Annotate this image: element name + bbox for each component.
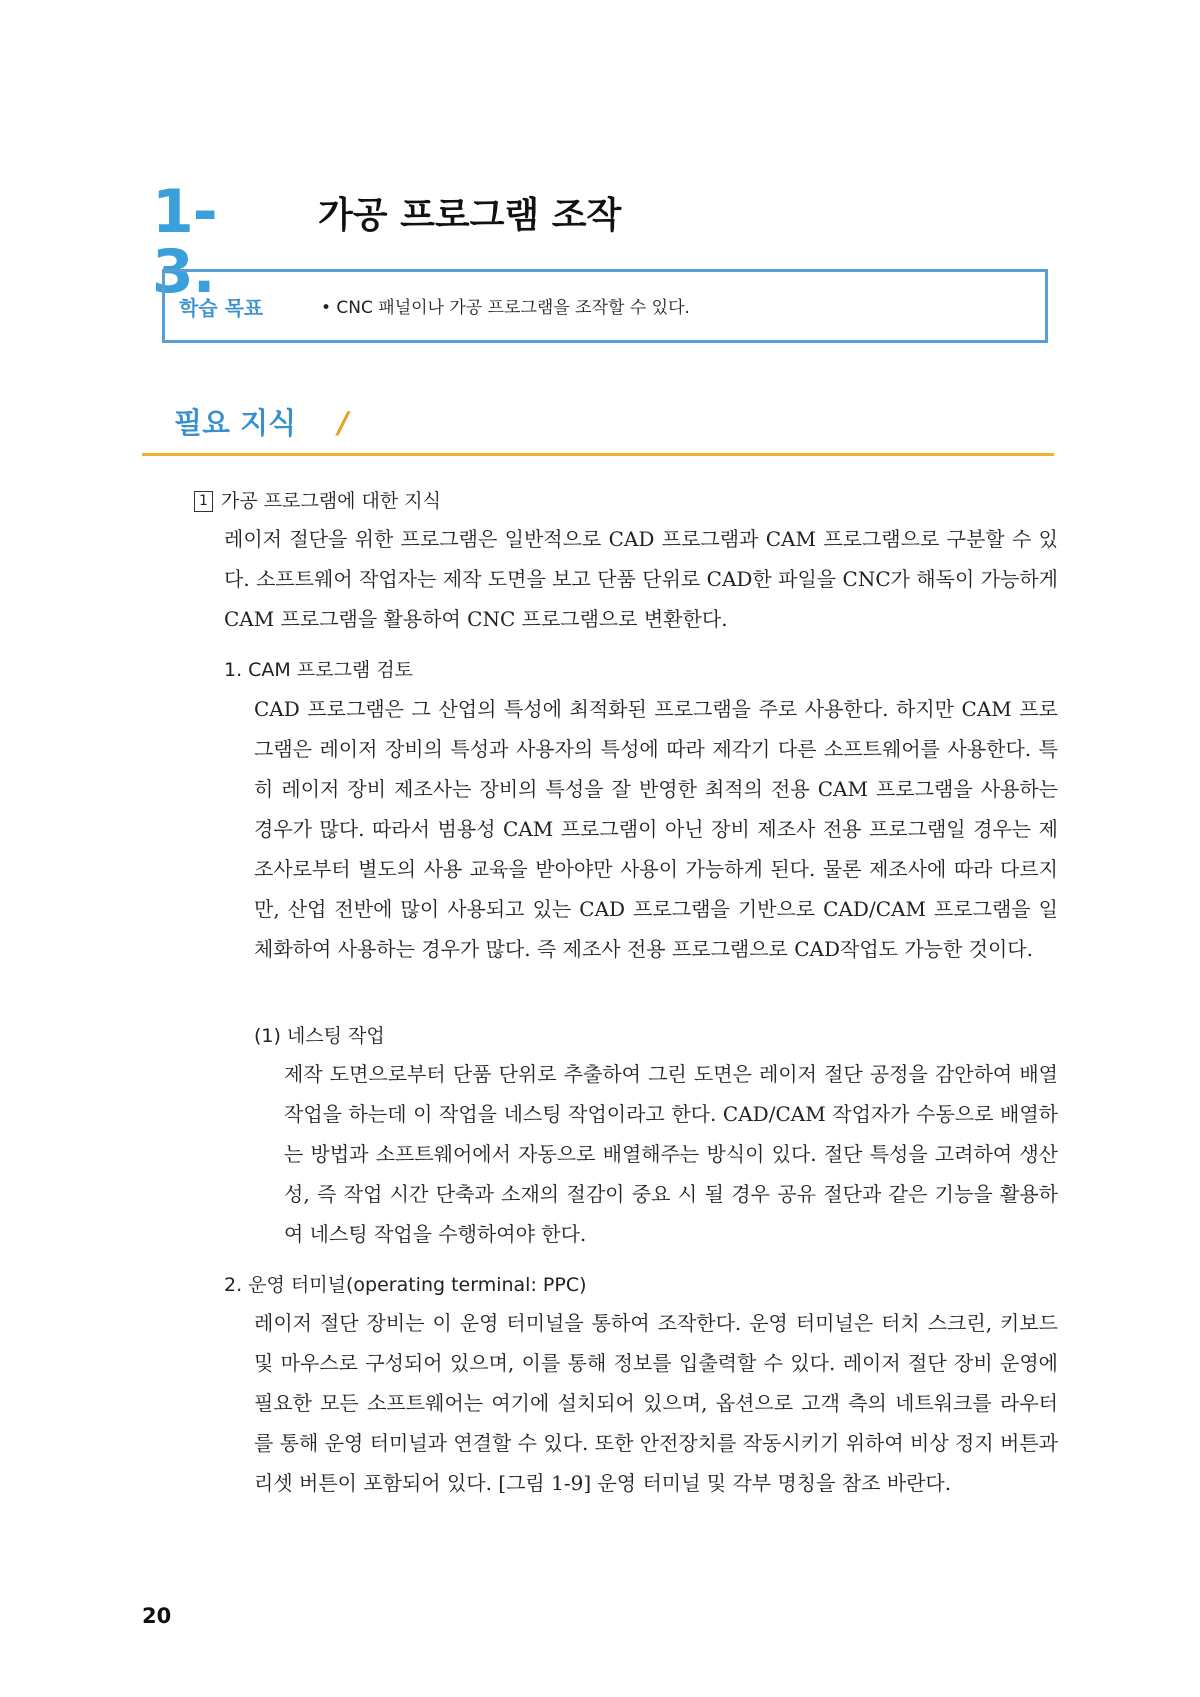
item1-heading — [194, 488, 441, 514]
learning-goal-label: 학습 목표 — [179, 296, 264, 320]
item1-heading-text: 가공 프로그램에 대한 지식 — [221, 490, 442, 512]
section-title: 가공 프로그램 조작 — [318, 195, 622, 236]
item1-paragraph: 레이저 절단을 위한 프로그램은 일반적으로 CAD 프로그램과 CAM 프로그램으로 구분할 수 있다. 소프트웨어 작업자는 제작 도면을 보고 단품 단위로 CAD한 파일을 CNC가 해독이 가능하게 CAM 프로그램을 활용하여 CNC 프로그램으로 변환한다. — [224, 527, 1058, 631]
sub1-paragraph: CAD 프로그램은 그 산업의 특성에 최적화된 프로그램을 주로 사용한다. 하지만 CAM 프로그램은 레이저 장비의 특성과 사용자의 특성에 따라 제각기 다른 소프트웨어를 사용한다. 특히 레이저 장비 제조사는 장비의 특성을 잘 반영한 최적의 전용 CAM 프로그램을 사용하는 경우가 많다. 따라서 범용성 CAM 프로그램이 아닌 장비 제조사 전용 프로그램일 경우는 제조사로부터 별도의 사용 교육을 받아야만 사용이 가능하게 된다. 물론 제조사에 따라 다르지만, 산업 전반에 많이 사용되고 있는 CAD 프로그램을 기반으로 CAD/CAM 프로그램을 일체화하여 사용하는 경우가 많다. 즉 제조사 전용 프로그램으로 CAD작업도 가능한 것이다. — [254, 697, 1058, 961]
section-number: 1-3. — [152, 177, 217, 307]
sub2-paragraph: 레이저 절단 장비는 이 운영 터미널을 통하여 조작한다. 운영 터미널은 터치 스크린, 키보드 및 마우스로 구성되어 있으며, 이를 통해 정보를 입출력할 수 있다. 레이저 절단 장비 운영에 필요한 모든 소프트웨어는 여기에 설치되어 있으며, 옵션으로 고객 측의 네트워크를 라우터를 통해 운영 터미널과 연결할 수 있다. 또한 안전장치를 작동시키기 위하여 비상 정지 버튼과 리셋 버튼이 포함되어 있다. [그림 1-9] 운영 터미널 및 각부 명칭을 참조 바란다. — [254, 1311, 1058, 1495]
sub2-heading: 2. 운영 터미널(operating terminal: PPC) — [224, 1274, 587, 1296]
sub1-1-heading: (1) 네스팅 작업 — [254, 1025, 385, 1047]
knowledge-title: 필요 지식 — [174, 406, 297, 440]
sub1-1-paragraph: 제작 도면으로부터 단품 단위로 추출하여 그린 도면은 레이저 절단 공정을 감안하여 배열 작업을 하는데 이 작업을 네스팅 작업이라고 한다. CAD/CAM 작업자가 수동으로 배열하는 방법과 소프트웨어에서 자동으로 배열해주는 방식이 있다. 절단 특성을 고려하여 생산성, 즉 작업 시간 단축과 소재의 절감이 중요 시 될 경우 공유 절단과 같은 기능을 활용하여 네스팅 작업을 수행하여야 한다. — [284, 1062, 1058, 1246]
learning-goal-text: • CNC 패널이나 가공 프로그램을 조작할 수 있다. — [321, 298, 690, 318]
knowledge-slash: / — [338, 406, 349, 440]
sub1-heading: 1. CAM 프로그램 검토 — [224, 659, 414, 681]
knowledge-divider — [142, 453, 1054, 456]
learning-goal-box — [162, 269, 1048, 343]
page-number: 20 — [142, 1604, 172, 1628]
item1-number-box: 1 — [194, 491, 213, 512]
